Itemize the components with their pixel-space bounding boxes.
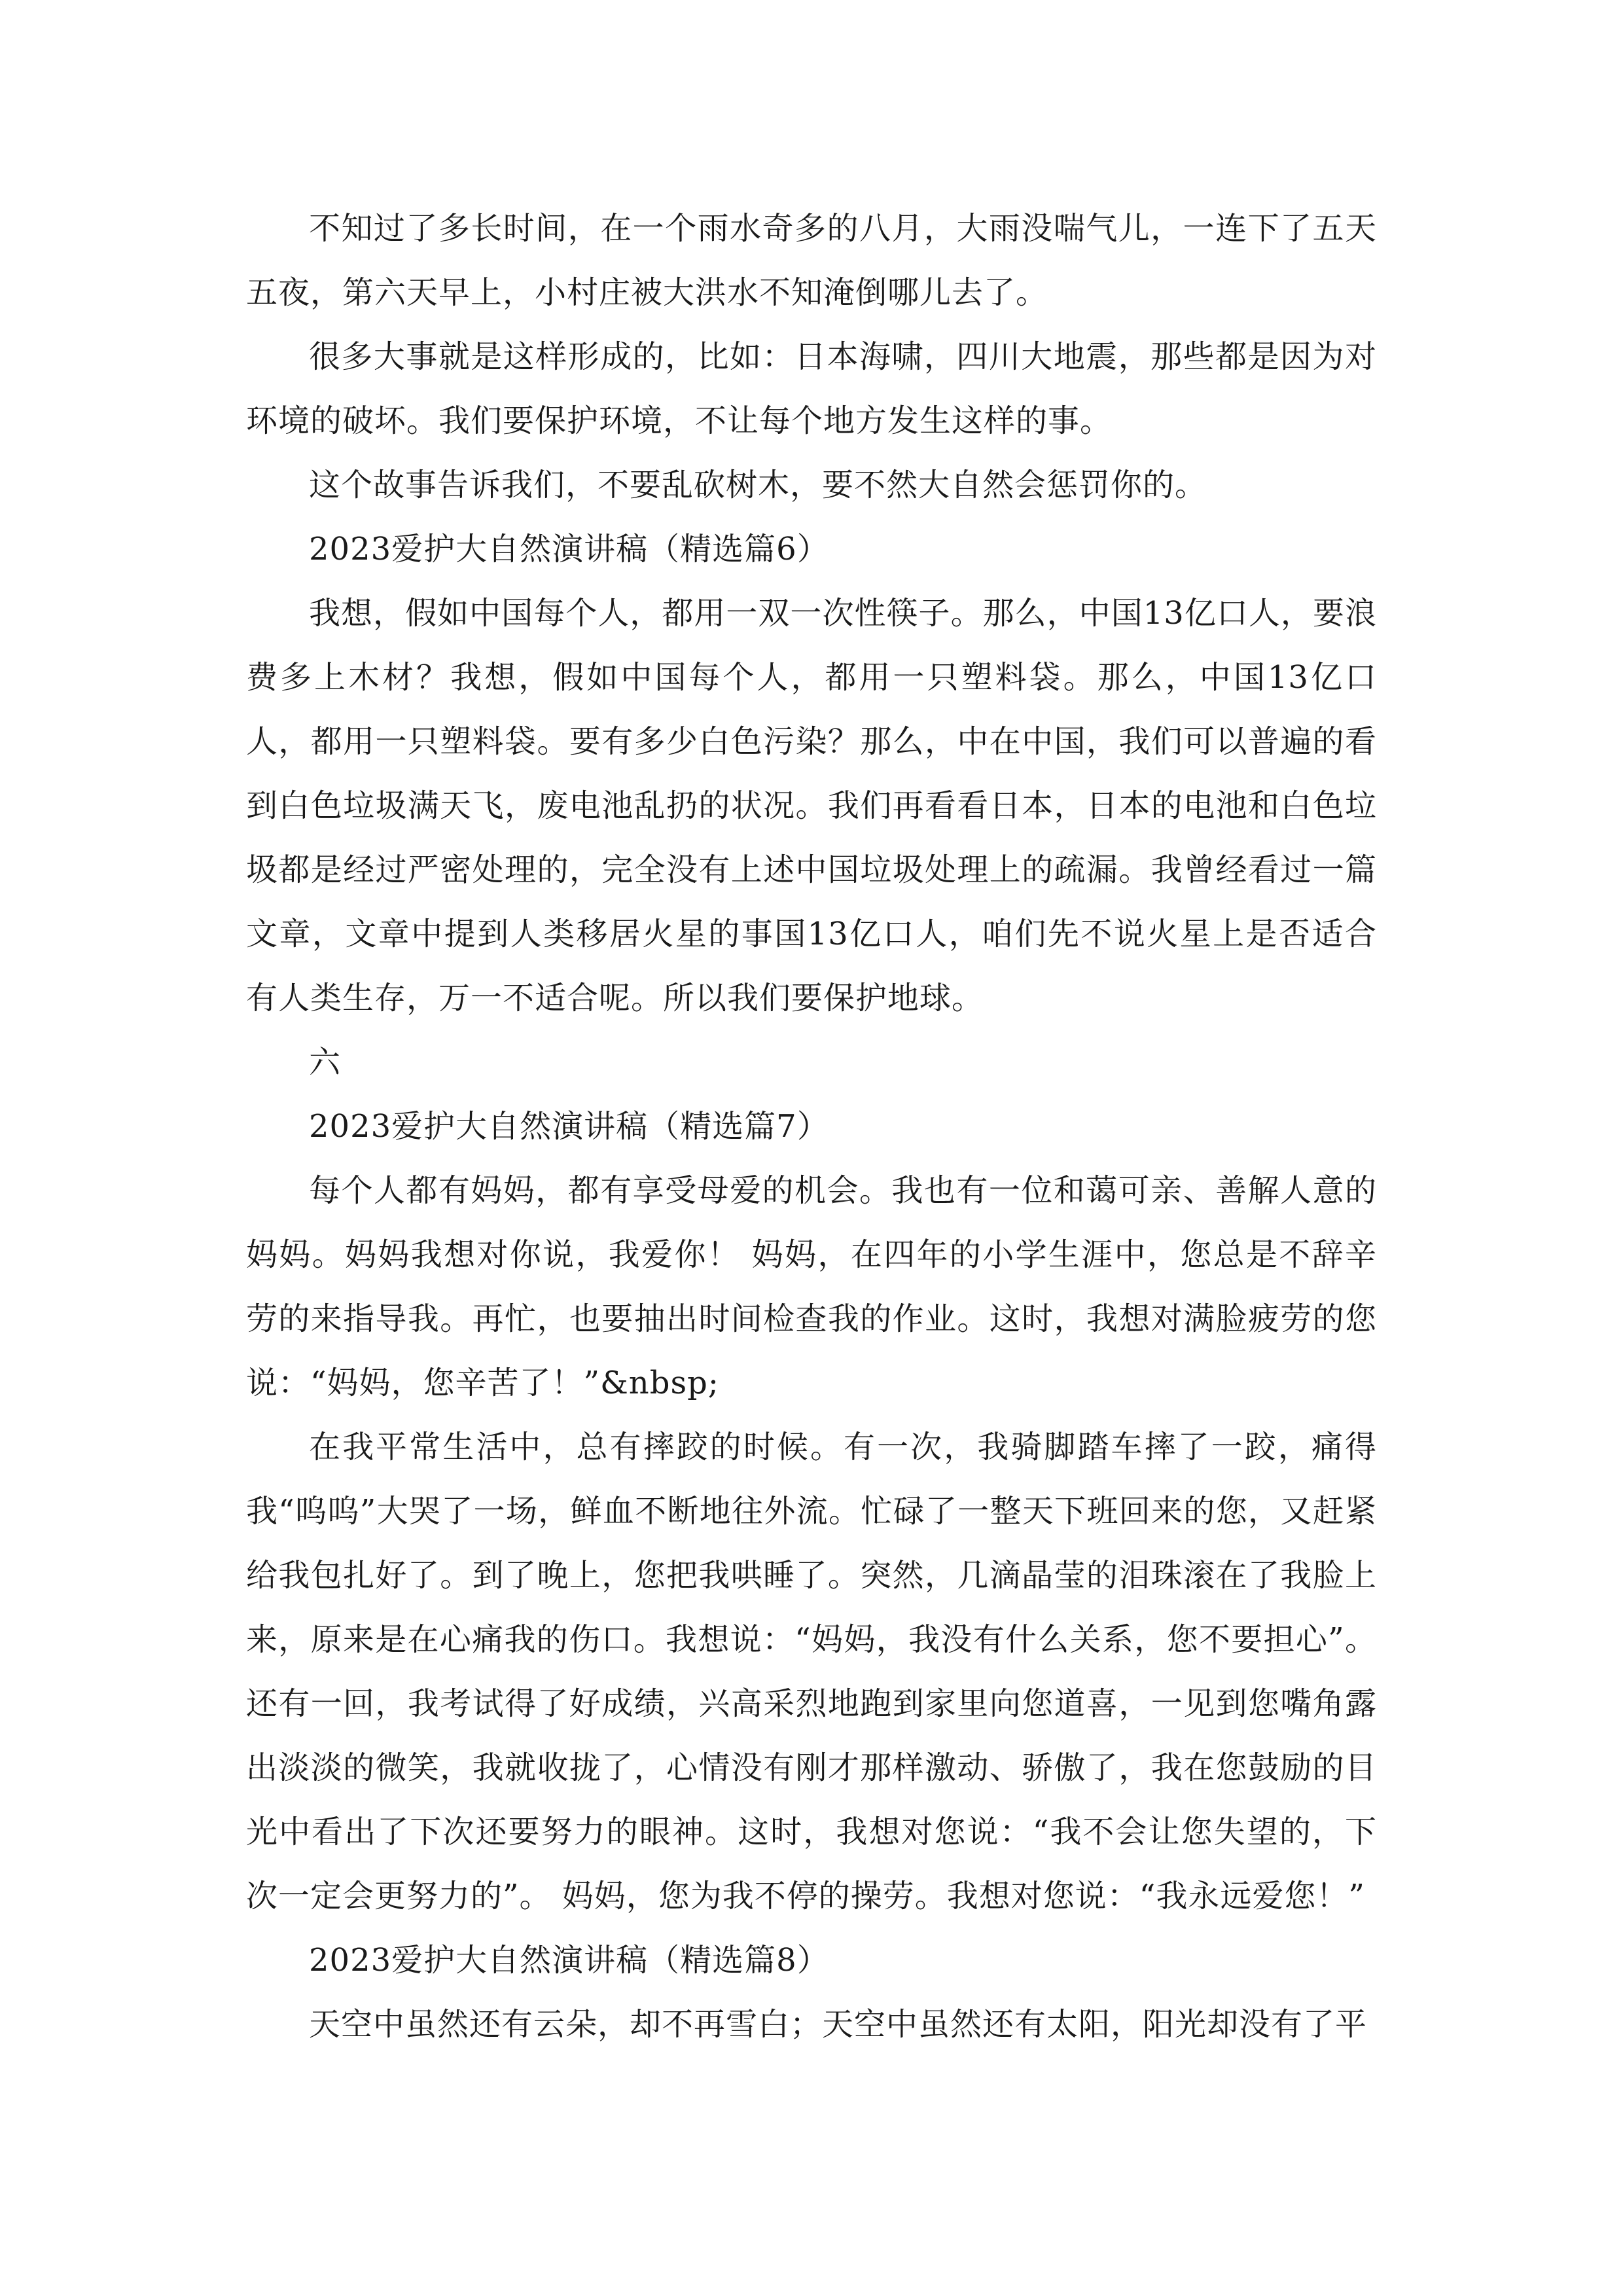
paragraph: 天空中虽然还有云朵，却不再雪白；天空中虽然还有太阳，阳光却没有了平 bbox=[309, 2006, 1368, 2043]
paragraph: 很多大事就是这样形成的，比如：日本海啸，四川大地震，那些都是因为对环境的破坏。我们要保护环境，不让每个地方发生这样的事。 bbox=[246, 338, 1377, 439]
paragraph: 我想，假如中国每个人，都用一双一次性筷子。那么，中国13亿口人，要浪费多上木材？我想，假如中国每个人，都用一只塑料袋。那么，中国13亿口人，都用一只塑料袋。要有多少白色污染？那么，中在中国，我们可以普遍的看到白色垃圾满天飞，废电池乱扔的状况。我们再看看日本，日本的电池和白色垃圾都是经过严密处理的，完全没有上述中国垃圾处理上的疏漏。我曾经看过一篇文章，文章中提到人类移居火星的事国13亿口人，咱们先不说火星上是否适合有人类生存，万一不适合呢。所以我们要保护地球。 bbox=[246, 595, 1377, 1016]
paragraph: 六 bbox=[309, 1044, 342, 1081]
section-heading: 2023爱护大自然演讲稿（精选篇7） bbox=[309, 1108, 829, 1145]
paragraph: 每个人都有妈妈，都有享受母爱的机会。我也有一位和蔼可亲、善解人意的妈妈。妈妈我想对你说，我爱你！ 妈妈，在四年的小学生涯中，您总是不辞辛劳的来指导我。再忙，也要抽出时间检查我的作业。这时，我想对满脸疲劳的您说：“妈妈，您辛苦了！”&nbsp; bbox=[246, 1172, 1377, 1401]
section-heading: 2023爱护大自然演讲稿（精选篇6） bbox=[309, 531, 829, 567]
section-heading: 2023爱护大自然演讲稿（精选篇8） bbox=[309, 1942, 829, 1979]
paragraph: 这个故事告诉我们，不要乱砍树木，要不然大自然会惩罚你的。 bbox=[309, 467, 1207, 503]
document-body bbox=[246, 196, 1377, 2056]
paragraph: 在我平常生活中，总有摔跤的时候。有一次，我骑脚踏车摔了一跤，痛得我“呜呜”大哭了一场，鲜血不断地往外流。忙碌了一整天下班回来的您，又赶紧给我包扎好了。到了晚上，您把我哄睡了。突然，几滴晶莹的泪珠滚在了我脸上来，原来是在心痛我的伤口。我想说：“妈妈，我没有什么关系，您不要担心”。还有一回，我考试得了好成绩，兴高采烈地跑到家里向您道喜，一见到您嘴角露出淡淡的微笑，我就收拢了，心情没有刚才那样激动、骄傲了，我在您鼓励的目光中看出了下次还要努力的眼神。这时，我想对您说：“我不会让您失望的，下次一定会更努力的”。 妈妈，您为我不停的操劳。我想对您说：“我永远爱您！” bbox=[246, 1429, 1377, 1914]
paragraph: 不知过了多长时间，在一个雨水奇多的八月，大雨没喘气儿，一连下了五天五夜，第六天早上，小村庄被大洪水不知淹倒哪儿去了。 bbox=[246, 210, 1377, 311]
